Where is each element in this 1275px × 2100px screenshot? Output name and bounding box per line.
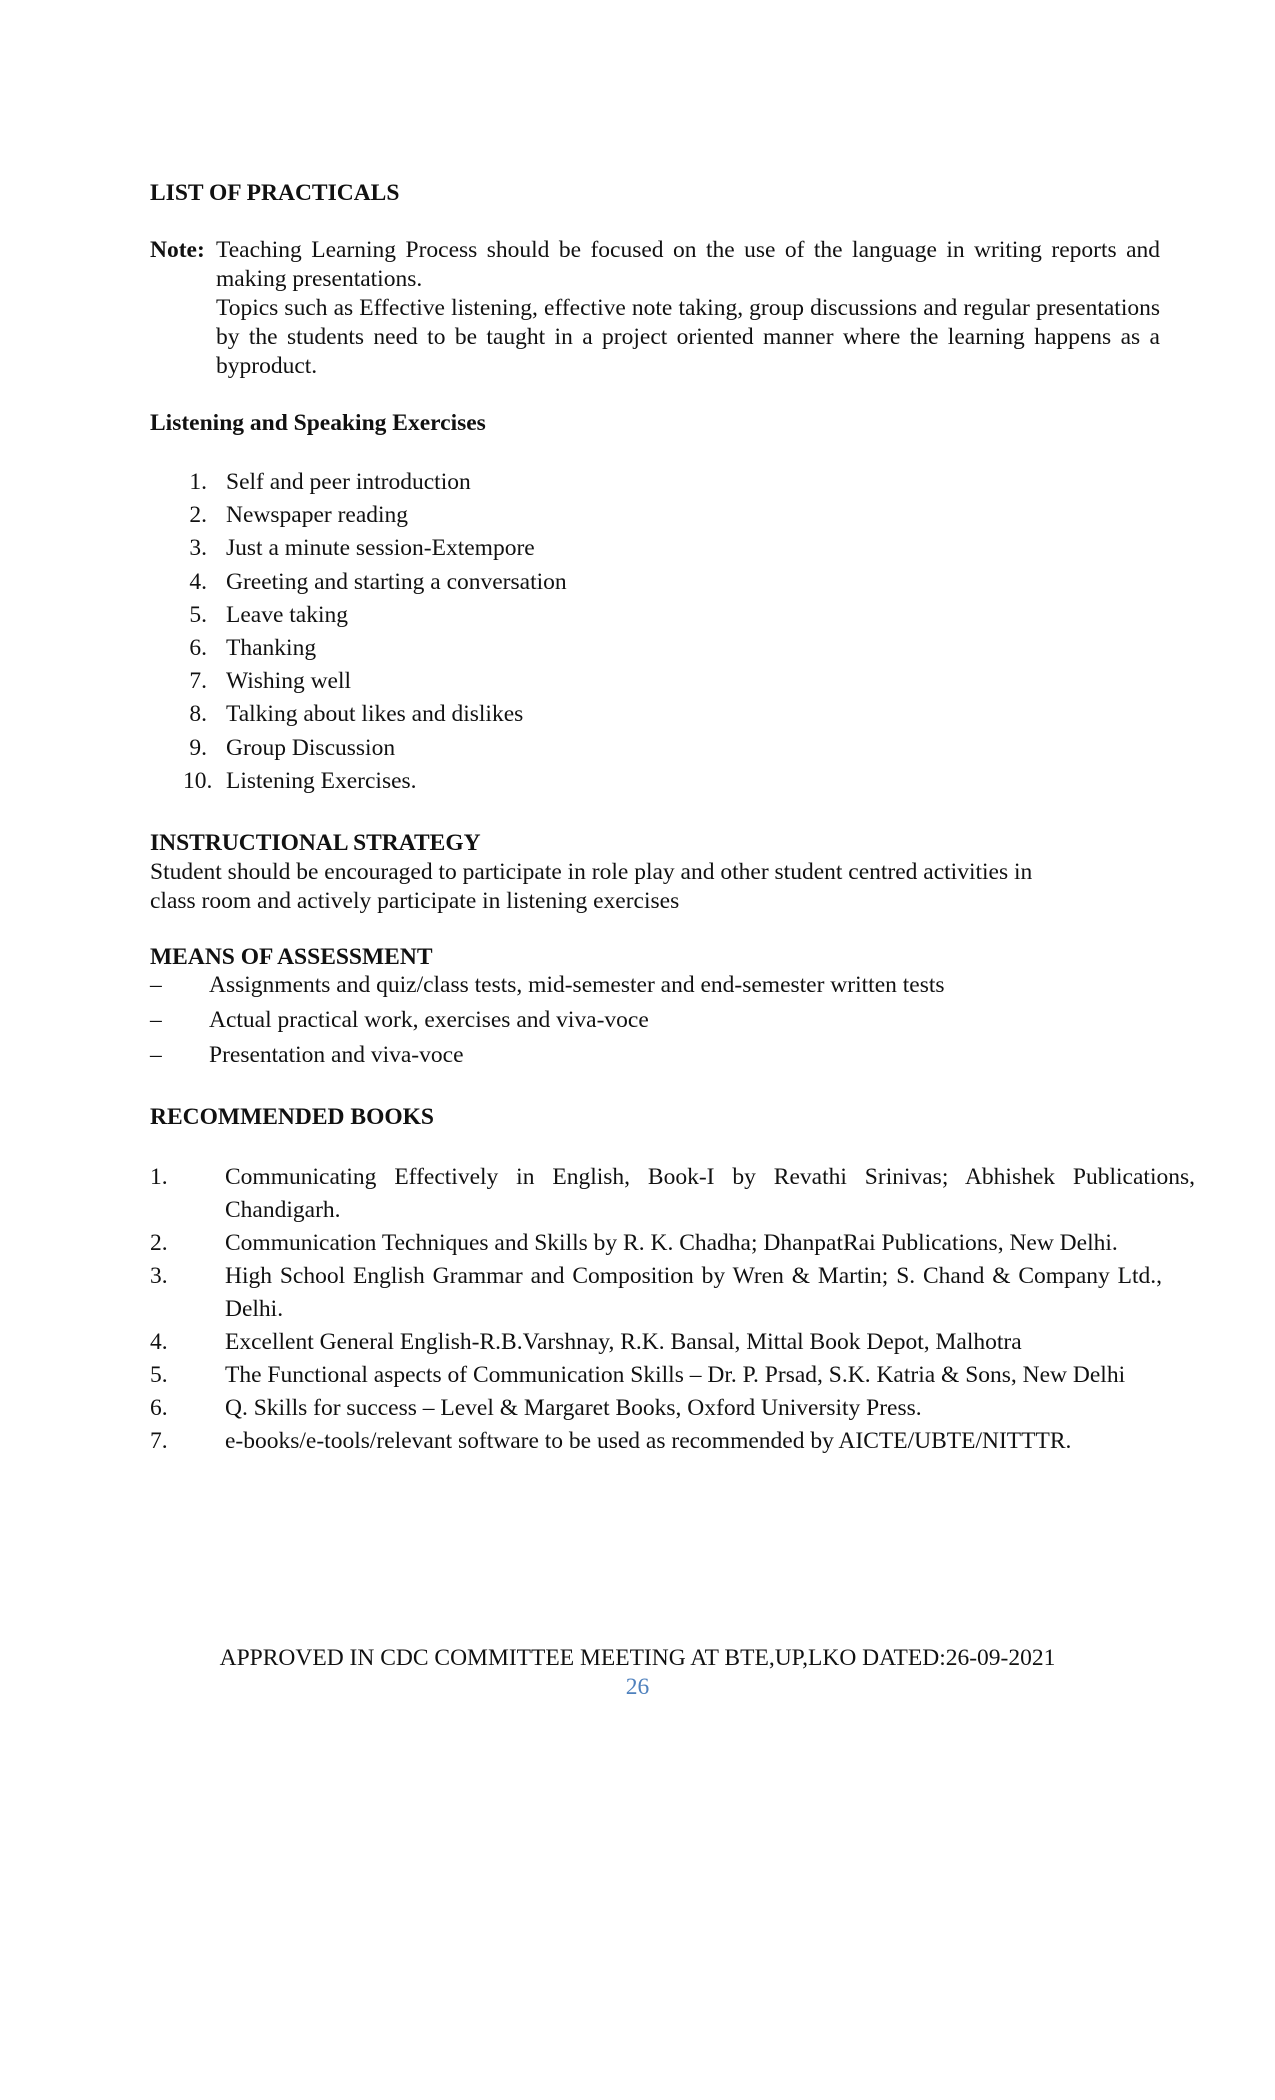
list-item-text: Presentation and viva-voce bbox=[209, 1042, 464, 1068]
list-item-text: Wishing well bbox=[226, 668, 352, 695]
list-item-text: Talking about likes and dislikes bbox=[226, 701, 524, 728]
list-item-number: 10. bbox=[183, 767, 213, 794]
note-label: Note: bbox=[150, 237, 205, 263]
list-item bbox=[150, 1359, 1195, 1392]
list-item-text: Assignments and quiz/class tests, mid-semester and end-semester written tests bbox=[209, 972, 945, 998]
note-paragraph-2: Topics such as Effective listening, effective note taking, group discussions and regular presentations by the students need to be taught in a project oriented manner where the learning happens as a byproduct. bbox=[216, 295, 1160, 379]
note-paragraph-1: Teaching Learning Process should be focused on the use of the language in writing reports and making presentations. bbox=[216, 237, 1160, 292]
dash-bullet: – bbox=[150, 1007, 162, 1033]
list-item-number: 2. bbox=[150, 1230, 168, 1256]
instructional-strategy-line-1: Student should be encouraged to participate in role play and other student centred activities in bbox=[150, 859, 1033, 885]
heading-list-of-practicals: LIST OF PRACTICALS bbox=[150, 180, 400, 206]
heading-listening-speaking: Listening and Speaking Exercises bbox=[150, 410, 486, 436]
page-number: 26 bbox=[625, 1674, 650, 1700]
list-item-number: 8. bbox=[189, 701, 207, 728]
list-item-number: 5. bbox=[189, 601, 207, 628]
instructional-strategy-line-2: class room and actively participate in listening exercises bbox=[150, 888, 680, 914]
list-item-text: Group Discussion bbox=[226, 734, 396, 761]
heading-instructional-strategy: INSTRUCTIONAL STRATEGY bbox=[150, 830, 481, 856]
books-list bbox=[150, 1161, 1195, 1458]
list-item-number: 1. bbox=[189, 469, 207, 495]
list-item-number: 3. bbox=[189, 535, 207, 562]
instructional-strategy-text bbox=[150, 858, 1150, 916]
list-item-text: Self and peer introduction bbox=[226, 469, 471, 495]
list-item-text: Just a minute session-Extempore bbox=[226, 535, 535, 562]
list-item-number: 4. bbox=[150, 1329, 168, 1355]
list-item-text: Leave taking bbox=[226, 601, 349, 628]
list-item bbox=[150, 1392, 1195, 1425]
heading-means-of-assessment: MEANS OF ASSESSMENT bbox=[150, 944, 433, 970]
list-item-text: Q. Skills for success – Level & Margaret Books, Oxford University Press. bbox=[225, 1395, 922, 1421]
list-item bbox=[150, 1260, 1195, 1326]
heading-recommended-books: RECOMMENDED BOOKS bbox=[150, 1104, 434, 1130]
dash-bullet: – bbox=[150, 1042, 162, 1068]
list-item bbox=[150, 1161, 1195, 1227]
list-item-number: 2. bbox=[189, 502, 207, 529]
list-item-text: Excellent General English-R.B.Varshnay, R.K. Bansal, Mittal Book Depot, Malhotra bbox=[225, 1329, 1022, 1355]
list-item-text: Communicating Effectively in English, Book-I by Revathi Srinivas; Abhishek Publications, Chandigarh. bbox=[225, 1164, 1195, 1223]
list-item-number: 5. bbox=[150, 1362, 168, 1388]
list-item-text: Newspaper reading bbox=[226, 502, 409, 529]
list-item-text: Communication Techniques and Skills by R. K. Chadha; DhanpatRai Publications, New Delhi. bbox=[225, 1230, 1118, 1256]
list-item-text: Listening Exercises. bbox=[226, 767, 417, 794]
list-item bbox=[150, 1227, 1195, 1260]
note-body bbox=[216, 236, 1160, 381]
list-item bbox=[150, 1326, 1195, 1359]
list-item-number: 7. bbox=[189, 668, 207, 695]
list-item-text: High School English Grammar and Composition by Wren & Martin; S. Chand & Company Ltd., Delhi. bbox=[225, 1263, 1162, 1322]
approval-footer: APPROVED IN CDC COMMITTEE MEETING AT BTE,UP,LKO DATED:26-09-2021 bbox=[219, 1645, 1056, 1671]
list-item-number: 6. bbox=[150, 1395, 168, 1421]
list-item-number: 4. bbox=[189, 568, 207, 595]
list-item-text: Thanking bbox=[226, 634, 317, 661]
list-item bbox=[150, 1425, 1195, 1458]
list-item-number: 7. bbox=[150, 1428, 168, 1454]
list-item-text: Greeting and starting a conversation bbox=[226, 568, 567, 595]
list-item-number: 3. bbox=[150, 1263, 168, 1289]
list-item-number: 6. bbox=[189, 634, 207, 661]
list-item-text: The Functional aspects of Communication Skills – Dr. P. Prsad, S.K. Katria & Sons, New Delhi bbox=[225, 1362, 1126, 1388]
list-item-number: 9. bbox=[189, 734, 207, 761]
dash-bullet: – bbox=[150, 972, 162, 998]
list-item-number: 1. bbox=[150, 1164, 168, 1190]
list-item-text: Actual practical work, exercises and viva-voce bbox=[209, 1007, 649, 1033]
list-item-text: e-books/e-tools/relevant software to be used as recommended by AICTE/UBTE/NITTTR. bbox=[225, 1428, 1072, 1454]
